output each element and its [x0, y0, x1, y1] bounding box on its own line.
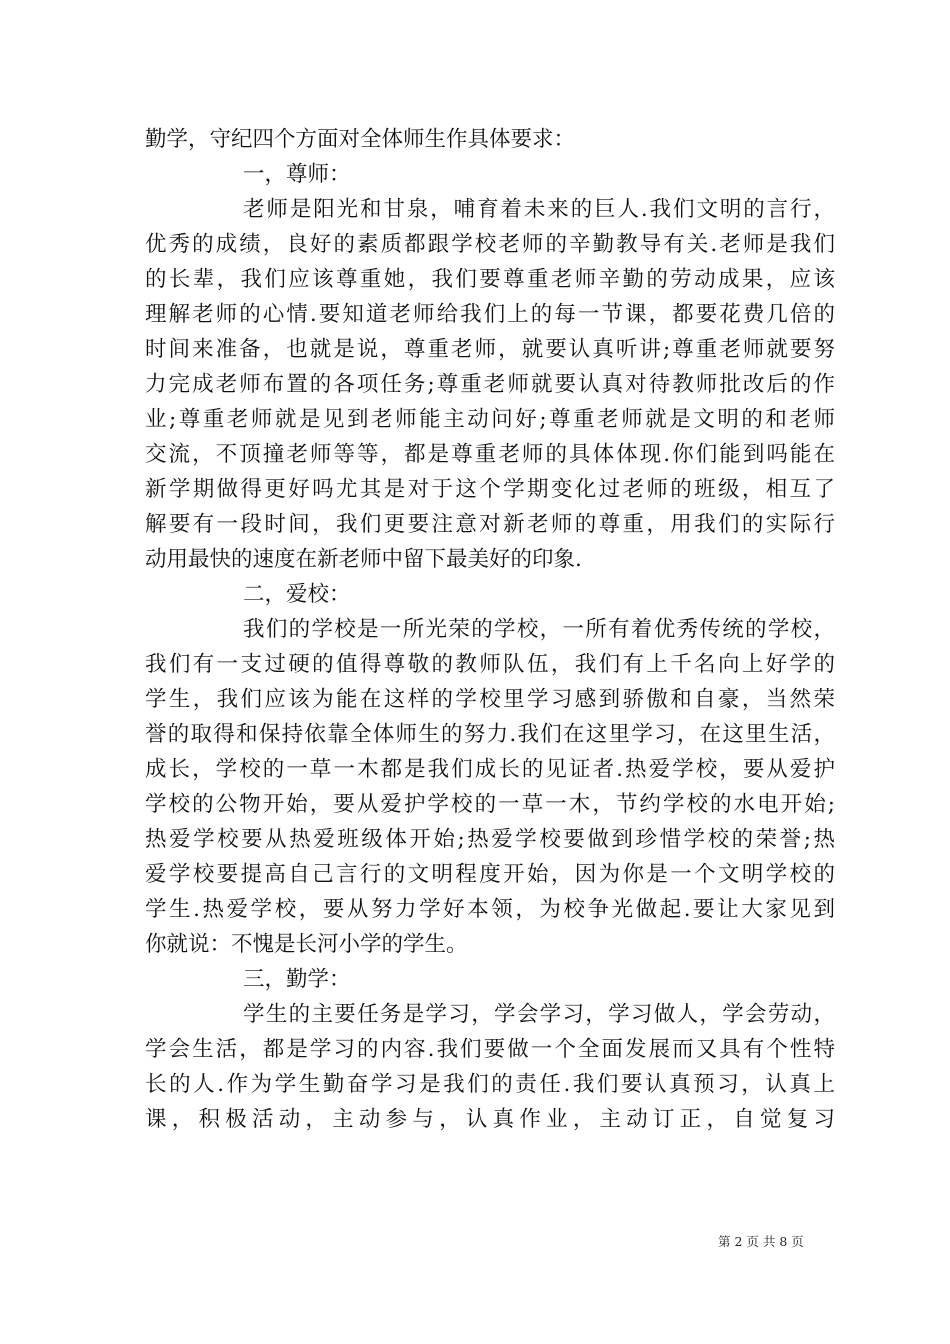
text-line: 学生.热爱学校，要从努力学好本领，为校争光做起.要让大家见到 [145, 897, 835, 922]
text-line: 长的人.作为学生勤奋学习是我们的责任.我们要认真预习，认真上 [145, 1072, 835, 1097]
text-line: 力完成老师布置的各项任务;尊重老师就要认真对待教师批改后的作 [145, 372, 835, 397]
text-line: 课，积极活动，主动参与，认真作业，主动订正，自觉复习 [145, 1107, 835, 1132]
text-line: 的长辈，我们应该尊重她，我们要尊重老师辛勤的劳动成果，应该 [145, 267, 835, 292]
text-line: 业;尊重老师就是见到老师能主动问好;尊重老师就是文明的和老师 [145, 407, 835, 432]
text-line: 学生，我们应该为能在这样的学校里学习感到骄傲和自豪，当然荣 [145, 687, 835, 712]
text-line: 解要有一段时间，我们更要注意对新老师的尊重，用我们的实际行 [145, 512, 835, 537]
text-line: 新学期做得更好吗尤其是对于这个学期变化过老师的班级，相互了 [145, 477, 835, 502]
text-line: 成长，学校的一草一木都是我们成长的见证者.热爱学校，要从爱护 [145, 757, 835, 782]
text-line: 理解老师的心情.要知道老师给我们上的每一节课，都要花费几倍的 [145, 302, 835, 327]
section-heading-respect-teachers: 一，尊师： [243, 162, 351, 187]
text-line: 动用最快的速度在新老师中留下最美好的印象. [145, 547, 582, 572]
text-line: 誉的取得和保持依靠全体师生的努力.我们在这里学习，在这里生活， [145, 722, 835, 747]
document-body [145, 122, 835, 1137]
text-line: 爱学校要提高自己言行的文明程度开始，因为你是一个文明学校的 [145, 862, 835, 887]
section-heading-diligent-study: 三，勤学： [243, 967, 351, 992]
text-line: 交流，不顶撞老师等等，都是尊重老师的具体体现.你们能到吗能在 [145, 442, 835, 467]
text-line: 学会生活，都是学习的内容.我们要做一个全面发展而又具有个性特 [145, 1037, 835, 1062]
text-line: 勤学，守纪四个方面对全体师生作具体要求： [145, 127, 576, 152]
text-line: 我们的学校是一所光荣的学校，一所有着优秀传统的学校， [243, 617, 835, 642]
text-line: 热爱学校要从热爱班级体开始;热爱学校要做到珍惜学校的荣誉;热 [145, 827, 835, 852]
text-line: 时间来准备，也就是说，尊重老师，就要认真听讲;尊重老师就要努 [145, 337, 835, 362]
text-line: 学校的公物开始，要从爱护学校的一草一木，节约学校的水电开始; [145, 792, 835, 817]
text-line: 你就说：不愧是长河小学的学生。 [145, 932, 468, 957]
text-line: 优秀的成绩，良好的素质都跟学校老师的辛勤教导有关.老师是我们 [145, 232, 835, 257]
text-line: 老师是阳光和甘泉，哺育着未来的巨人.我们文明的言行， [243, 197, 835, 222]
page-number: 第 2 页 共 8 页 [718, 1234, 804, 1249]
text-line: 学生的主要任务是学习，学会学习，学习做人，学会劳动， [243, 1002, 835, 1027]
text-line: 我们有一支过硬的值得尊敬的教师队伍，我们有上千名向上好学的 [145, 652, 835, 677]
section-heading-love-school: 二，爱校： [243, 582, 351, 607]
